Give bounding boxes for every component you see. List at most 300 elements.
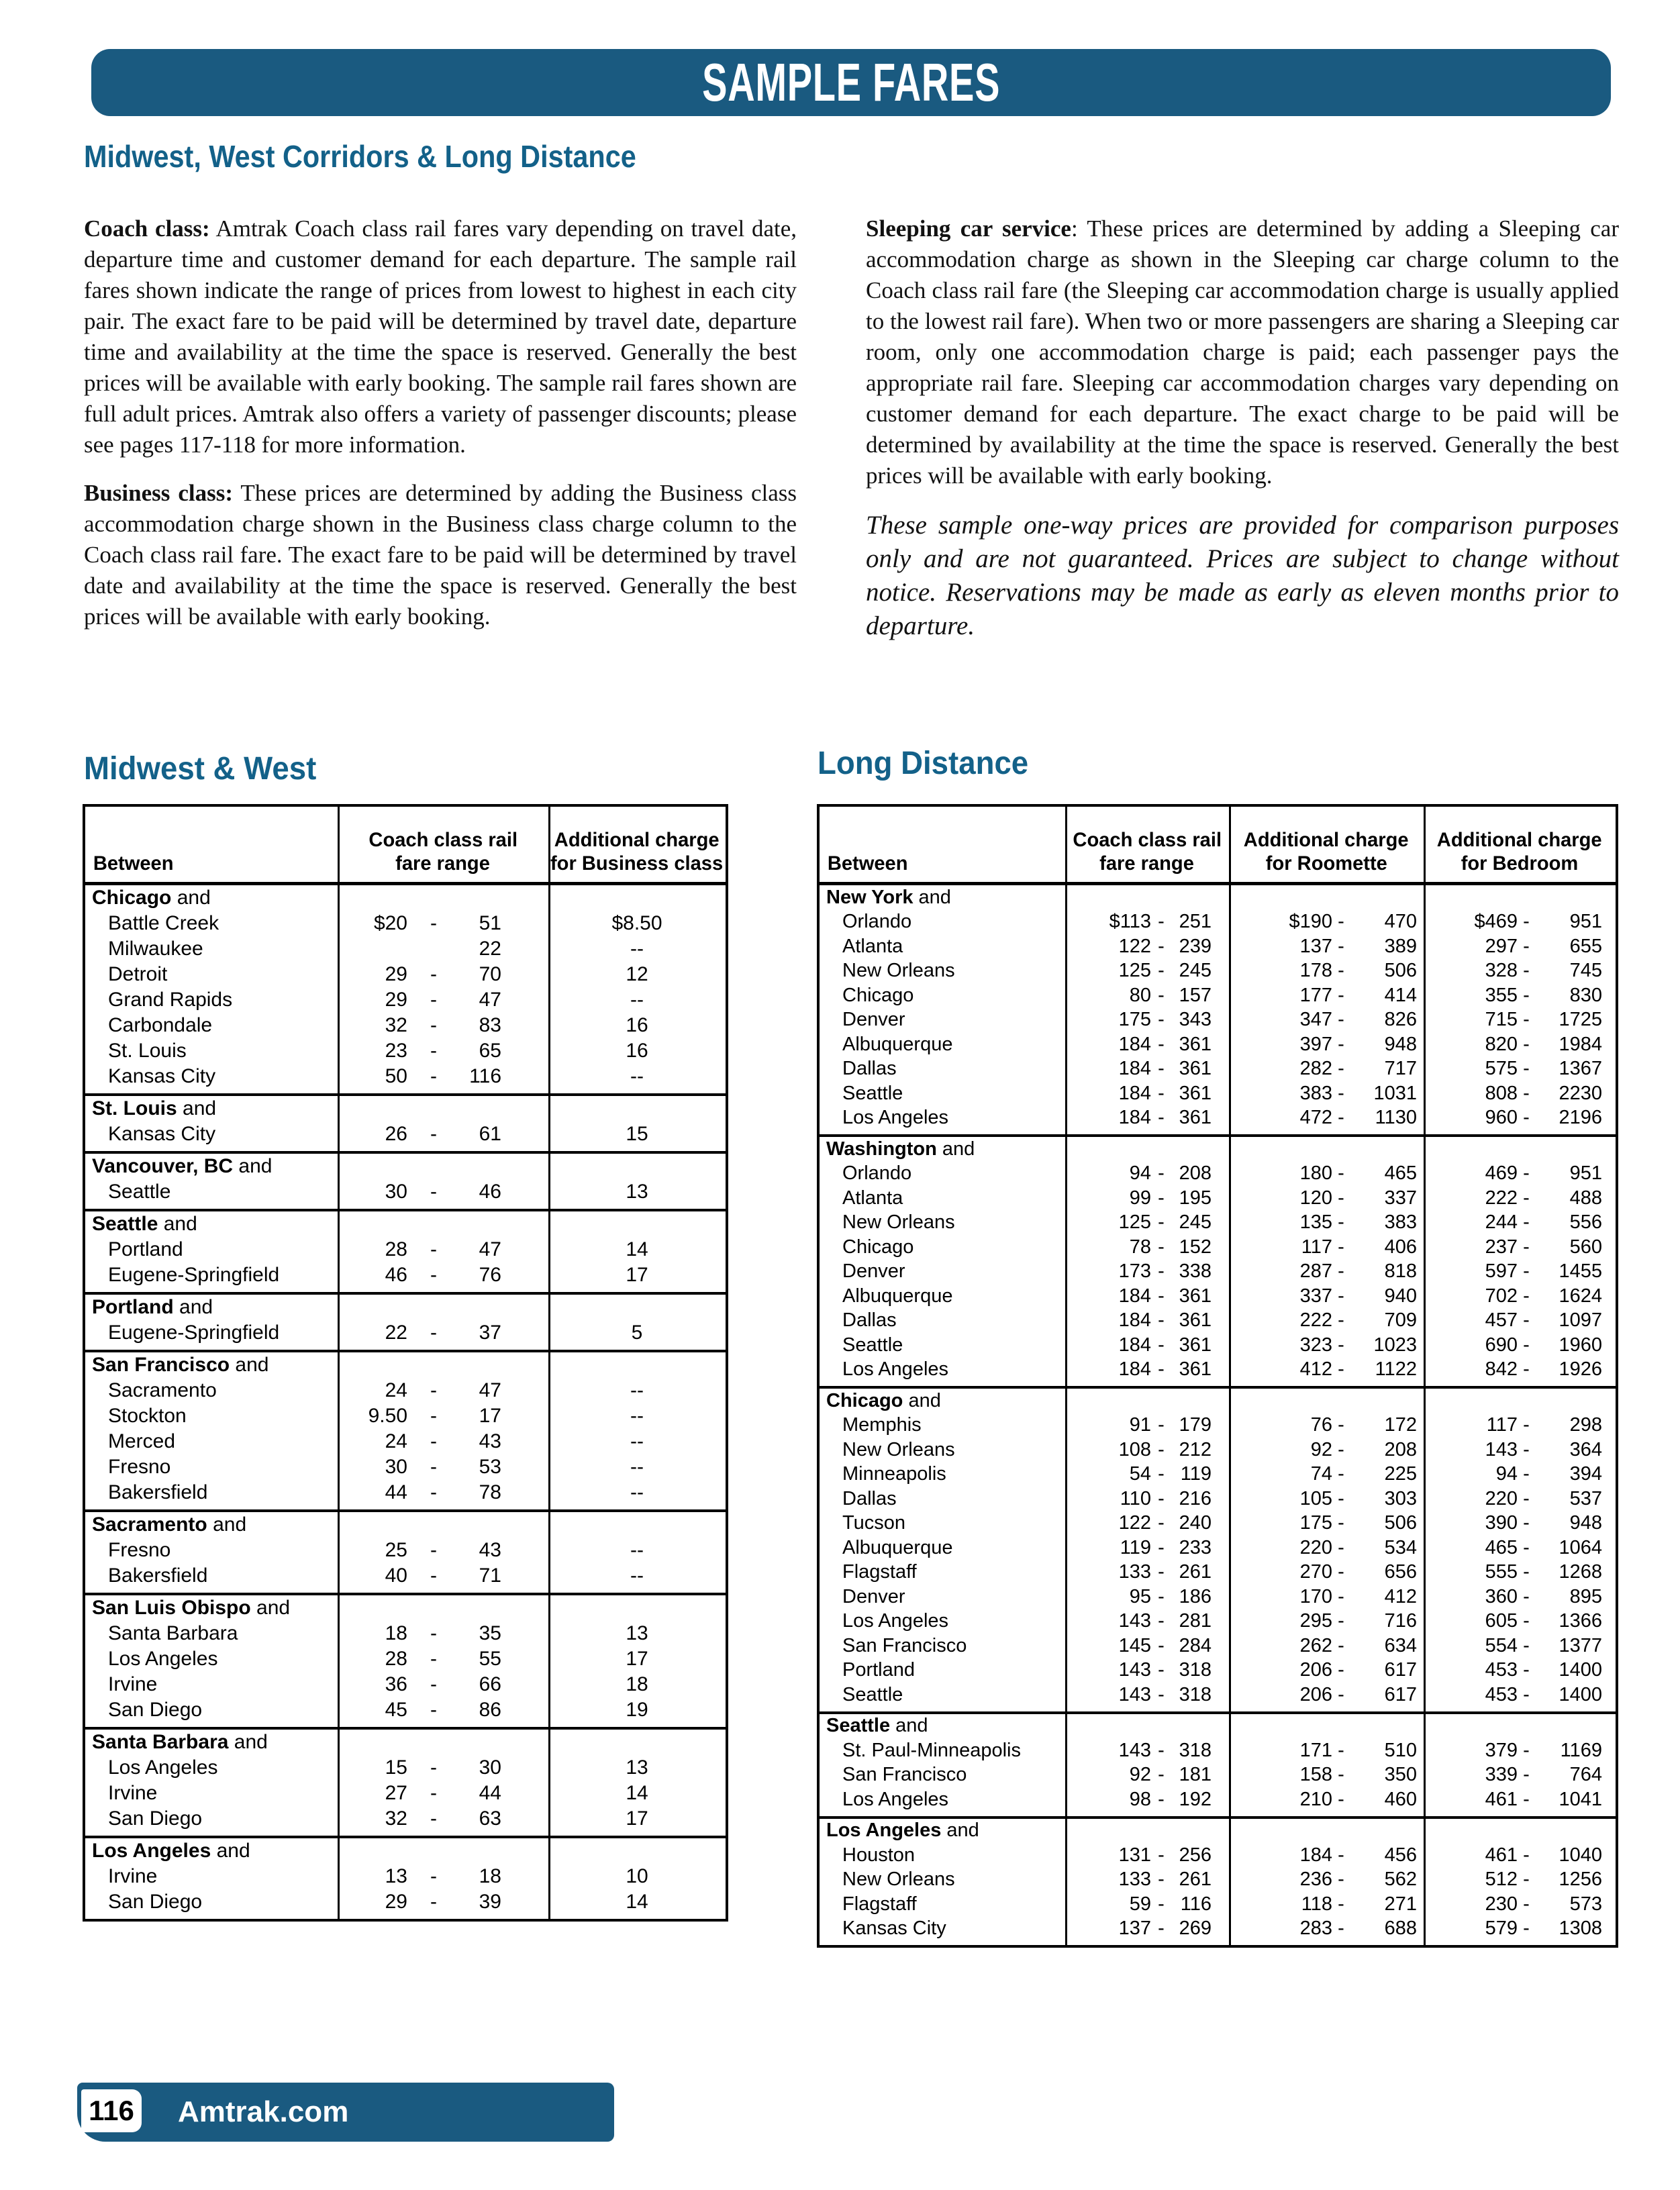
group-label-cell: New York and: [826, 886, 951, 908]
fare-range-cell: [1065, 1439, 1229, 1461]
table-row: [85, 1064, 726, 1089]
fare-dash: -: [1158, 1918, 1165, 1940]
header-cell: [1229, 807, 1424, 882]
coach-class-paragraph: [84, 213, 797, 460]
fare-min: 178: [1299, 960, 1332, 982]
fare-min: 24: [385, 1430, 407, 1452]
fare-range-cell: [1424, 1309, 1616, 1332]
city-cell: Memphis: [842, 1414, 922, 1436]
fare-max: 1040: [1559, 1844, 1602, 1866]
fare-range-cell: [1424, 1334, 1616, 1356]
fare-max: 394: [1569, 1463, 1602, 1485]
fare-dash: -: [1338, 1683, 1344, 1705]
fare-dash: -: [1523, 1285, 1530, 1307]
fare-range-cell: [338, 1040, 548, 1062]
fare-min: 117: [1301, 1236, 1332, 1258]
city-cell: Los Angeles: [842, 1610, 949, 1632]
fare-max: 1725: [1559, 1009, 1602, 1031]
fare-range-cell: [1065, 1488, 1229, 1510]
fare-range-cell: [1424, 1439, 1616, 1461]
fare-min: 222: [1299, 1309, 1332, 1332]
sleeping-car-label: Sleeping car service: [866, 215, 1071, 242]
fare-dash: -: [1338, 1918, 1344, 1940]
fare-range-cell: [1424, 1610, 1616, 1632]
fare-dash: -: [1523, 1438, 1530, 1460]
table-row: [820, 1609, 1616, 1634]
fare-min: 469: [1485, 1162, 1518, 1185]
fare-dash: -: [430, 1264, 437, 1286]
city-cell: Dallas: [842, 1058, 897, 1080]
fare-range-cell: [1229, 1512, 1424, 1534]
fare-dash: -: [1158, 1211, 1165, 1234]
fare-min: $20: [373, 912, 407, 934]
fare-max: 1400: [1559, 1683, 1602, 1705]
fare-max: 350: [1384, 1764, 1417, 1786]
fare-dash: -: [1158, 1844, 1165, 1866]
table-row: [85, 1563, 726, 1589]
city-cell: Portland: [108, 1238, 183, 1260]
fare-range-cell: [1229, 1684, 1424, 1706]
fare-max: 261: [1179, 1561, 1212, 1583]
fare-min: 28: [385, 1238, 407, 1260]
fare-max: 240: [1179, 1512, 1212, 1534]
table-row: [85, 1864, 726, 1889]
fare-max: 1926: [1559, 1358, 1602, 1381]
group-city-name: Los Angeles: [826, 1820, 942, 1842]
fare-dash: -: [1158, 911, 1165, 933]
fare-min: 230: [1485, 1893, 1518, 1915]
fare-dash: -: [430, 912, 437, 934]
fare-dash: -: [1523, 1107, 1530, 1129]
fare-min: 32: [385, 1807, 407, 1830]
fare-max: 361: [1179, 1309, 1212, 1332]
fare-range-cell: [1065, 985, 1229, 1007]
business-charge-cell: 16: [626, 1040, 648, 1062]
fare-min: 29: [385, 1891, 407, 1913]
fare-dash: -: [1158, 984, 1165, 1006]
table-row: [820, 1106, 1616, 1131]
city-cell: Fresno: [108, 1539, 171, 1561]
fare-min: 18: [385, 1622, 407, 1644]
fare-range-cell: [1229, 1586, 1424, 1608]
header-line: for Business class: [550, 852, 724, 875]
fare-max: 1097: [1559, 1309, 1602, 1332]
header-line: Additional charge: [554, 829, 720, 851]
fare-max: 245: [1179, 1211, 1212, 1234]
fare-max: 245: [1179, 960, 1212, 982]
city-cell: San Francisco: [842, 1764, 967, 1786]
fare-min: 98: [1129, 1788, 1151, 1810]
amtrak-site-label: Amtrak.com: [178, 2095, 349, 2128]
group-city-name: Chicago: [826, 1389, 903, 1411]
fare-dash: -: [1338, 1082, 1344, 1104]
fare-max: 70: [479, 963, 501, 985]
business-charge-cell: --: [630, 1379, 644, 1401]
fare-min: 283: [1299, 1918, 1332, 1940]
fare-range-cell: [1065, 1358, 1229, 1381]
fare-max: 269: [1179, 1918, 1212, 1940]
fare-min: 715: [1485, 1009, 1518, 1031]
column-divider: [1424, 807, 1426, 1945]
fare-range-cell: [338, 1322, 548, 1344]
fare-dash: -: [430, 1181, 437, 1203]
fare-min: 177: [1299, 984, 1332, 1006]
fare-max: 152: [1179, 1236, 1212, 1258]
fare-range-cell: [338, 1456, 548, 1479]
fare-range-cell: [1424, 1586, 1616, 1608]
fare-range-cell: [1229, 960, 1424, 982]
fare-min: 184: [1118, 1058, 1151, 1080]
fare-min: 512: [1485, 1869, 1518, 1891]
fare-min: 960: [1485, 1107, 1518, 1129]
table-row: [820, 1487, 1616, 1511]
fare-max: 560: [1569, 1236, 1602, 1258]
city-group: [820, 1711, 1616, 1816]
fare-max: 233: [1179, 1536, 1212, 1558]
table-row: [85, 1403, 726, 1429]
group-label-cell: San Luis Obispo and: [92, 1597, 291, 1619]
fare-dash: -: [1158, 1187, 1165, 1209]
fare-range-cell: [1424, 1463, 1616, 1485]
group-label-row: [85, 1730, 726, 1755]
header-line: Between: [93, 852, 174, 875]
fare-max: 709: [1384, 1309, 1417, 1332]
table-row: [85, 1697, 726, 1723]
fare-dash: -: [430, 1322, 437, 1344]
fare-max: 195: [1179, 1187, 1212, 1209]
business-charge-cell: 12: [626, 963, 648, 985]
fare-dash: -: [1338, 1893, 1344, 1915]
fare-dash: -: [1523, 1585, 1530, 1607]
fare-dash: -: [1158, 1107, 1165, 1129]
fare-dash: -: [1523, 1788, 1530, 1810]
fare-dash: -: [1523, 1739, 1530, 1761]
fare-dash: -: [1158, 1463, 1165, 1485]
fare-min: $469: [1474, 911, 1518, 933]
fare-max: 76: [479, 1264, 501, 1286]
fare-range-cell: [1065, 936, 1229, 958]
group-label-row: [85, 1295, 726, 1320]
fare-max: 948: [1569, 1512, 1602, 1534]
city-cell: San Diego: [108, 1891, 203, 1913]
fare-range-cell: [338, 1264, 548, 1287]
fare-range-cell: [1229, 1414, 1424, 1436]
fare-min: 236: [1299, 1869, 1332, 1891]
city-cell: New Orleans: [842, 1869, 955, 1891]
fare-dash: -: [1523, 1844, 1530, 1866]
fare-dash: -: [1338, 960, 1344, 982]
table-row: [820, 1511, 1616, 1536]
fare-range-cell: [1424, 1844, 1616, 1867]
fare-min: 143: [1118, 1610, 1151, 1632]
fare-max: 534: [1384, 1536, 1417, 1558]
fare-dash: -: [1338, 1009, 1344, 1031]
fare-dash: -: [430, 1065, 437, 1087]
fare-min: 175: [1118, 1009, 1151, 1031]
fare-range-cell: [1065, 1334, 1229, 1356]
fare-max: 1130: [1375, 1107, 1417, 1129]
fare-range-cell: [338, 912, 548, 935]
city-cell: Fresno: [108, 1456, 171, 1478]
fare-dash: -: [1338, 1162, 1344, 1185]
fare-range-cell: [1065, 1844, 1229, 1867]
fare-range-cell: [1065, 1211, 1229, 1234]
header-line: Additional charge: [1437, 829, 1602, 851]
fare-dash: -: [1523, 1893, 1530, 1915]
fare-min: 118: [1301, 1893, 1332, 1915]
fare-max: 157: [1179, 984, 1212, 1006]
city-cell: San Diego: [108, 1699, 203, 1721]
city-cell: Dallas: [842, 1309, 897, 1332]
fare-min: 222: [1485, 1187, 1518, 1209]
fare-min: 270: [1299, 1561, 1332, 1583]
fare-range-cell: [1424, 1684, 1616, 1706]
fare-range-cell: [1229, 1439, 1424, 1461]
fare-dash: -: [1338, 1187, 1344, 1209]
fare-dash: -: [430, 989, 437, 1011]
fare-range-cell: [1065, 960, 1229, 982]
sleeping-car-paragraph: [866, 213, 1619, 491]
fare-dash: -: [1523, 1536, 1530, 1558]
table-row: [85, 1806, 726, 1832]
business-charge-cell: 13: [626, 1622, 648, 1644]
fare-range-cell: [1065, 1869, 1229, 1891]
fare-max: 456: [1384, 1844, 1417, 1866]
fare-min: 99: [1129, 1187, 1151, 1209]
fare-min: 125: [1118, 1211, 1151, 1234]
page-number-badge: 116: [81, 2089, 142, 2132]
group-label-cell: Vancouver, BC and: [92, 1155, 273, 1177]
fare-min: 24: [385, 1379, 407, 1401]
group-city-name: Chicago: [92, 887, 172, 909]
fare-dash: -: [1158, 1585, 1165, 1607]
fare-max: 18: [479, 1865, 501, 1887]
fare-dash: -: [1338, 1438, 1344, 1460]
table-row: [820, 1560, 1616, 1585]
fare-min: 339: [1485, 1764, 1518, 1786]
header-line: for Roomette: [1265, 852, 1387, 875]
fare-range-cell: [338, 1238, 548, 1261]
fare-range-cell: [1229, 1187, 1424, 1209]
group-label-cell: Santa Barbara and: [92, 1731, 268, 1753]
fare-range-cell: [338, 1123, 548, 1146]
city-cell: Flagstaff: [842, 1893, 917, 1915]
fare-min: 94: [1129, 1162, 1151, 1185]
fare-min: 110: [1120, 1487, 1151, 1509]
business-charge-cell: --: [630, 1405, 644, 1427]
fare-dash: -: [1338, 1764, 1344, 1786]
header-cell: [85, 807, 338, 882]
table-row: [85, 1454, 726, 1480]
city-cell: St. Louis: [108, 1040, 187, 1062]
fare-max: 1122: [1375, 1358, 1417, 1381]
city-cell: Carbondale: [108, 1014, 213, 1036]
fare-range-cell: [1065, 1918, 1229, 1940]
coach-class-text: Amtrak Coach class rail fares vary depending on travel date, departure time and customer demand for each departure. The sample rail fares shown indicate the range of prices from lowest to highest in each city pair. The exact fare to be paid will be determined by travel date, departure time and availability at the time the space is reserved. Generally the best prices will be available with early booking. The sample rail fares shown are full adult prices. Amtrak also offers a variety of passenger discounts; please see pages 117-118 for more information.: [84, 215, 797, 458]
fare-min: 105: [1299, 1487, 1332, 1509]
fare-range-cell: [1229, 1659, 1424, 1681]
fare-min: 347: [1299, 1009, 1332, 1031]
fare-range-cell: [1424, 1512, 1616, 1534]
table-row: [820, 1309, 1616, 1334]
fare-max: 44: [479, 1782, 501, 1804]
fare-dash: -: [1158, 960, 1165, 982]
fare-range-cell: [1065, 1789, 1229, 1811]
fare-max: 30: [479, 1756, 501, 1779]
fare-min: 94: [1495, 1463, 1518, 1485]
fare-min: 92: [1129, 1764, 1151, 1786]
group-city-name: Sacramento: [92, 1513, 207, 1536]
fare-dash: -: [1523, 911, 1530, 933]
fare-max: 261: [1179, 1869, 1212, 1891]
fare-min: 690: [1485, 1334, 1518, 1356]
fare-max: 43: [479, 1539, 501, 1561]
fare-max: 951: [1569, 1162, 1602, 1185]
fare-dash: -: [430, 1622, 437, 1644]
fare-dash: -: [430, 1564, 437, 1587]
city-group: [820, 1386, 1616, 1711]
fare-max: 338: [1179, 1260, 1212, 1283]
header-line: Between: [827, 852, 908, 875]
city-cell: Santa Barbara: [108, 1622, 238, 1644]
fare-max: 63: [479, 1807, 501, 1830]
fare-max: 53: [479, 1456, 501, 1478]
fare-min: 237: [1485, 1236, 1518, 1258]
fare-min: 554: [1485, 1634, 1518, 1656]
group-label-row: [85, 1838, 726, 1864]
fare-max: 361: [1179, 1107, 1212, 1129]
fare-min: 171: [1299, 1739, 1332, 1761]
fare-max: 61: [479, 1123, 501, 1145]
fare-max: 22: [479, 938, 501, 960]
fare-min: 579: [1485, 1918, 1518, 1940]
fare-dash: -: [1158, 1082, 1165, 1104]
fare-range-cell: [1424, 1187, 1616, 1209]
table-row: [85, 1538, 726, 1563]
fare-max: 634: [1384, 1634, 1417, 1656]
fare-min: 131: [1118, 1844, 1151, 1866]
fare-max: 617: [1384, 1683, 1417, 1705]
fare-max: 383: [1384, 1211, 1417, 1234]
fare-min: 80: [1129, 984, 1151, 1006]
fare-min: 91: [1129, 1414, 1151, 1436]
fare-range-cell: [338, 1699, 548, 1722]
table-row: [820, 1462, 1616, 1487]
fare-range-cell: [1229, 1635, 1424, 1657]
header-cell: [820, 807, 1065, 882]
fare-dash: -: [1338, 1334, 1344, 1356]
fare-min: 379: [1485, 1739, 1518, 1761]
fare-max: 71: [479, 1564, 501, 1587]
fare-dash: -: [1338, 1236, 1344, 1258]
city-cell: Flagstaff: [842, 1561, 917, 1583]
fare-max: 192: [1179, 1788, 1212, 1810]
fare-range-cell: [1229, 1083, 1424, 1105]
fare-max: 186: [1179, 1585, 1212, 1607]
fare-max: 1041: [1559, 1788, 1602, 1810]
group-label-cell: Los Angeles and: [826, 1820, 979, 1842]
city-cell: New Orleans: [842, 960, 955, 982]
fare-max: 361: [1179, 1285, 1212, 1307]
fare-range-cell: [1424, 1260, 1616, 1283]
fare-max: 1256: [1559, 1869, 1602, 1891]
table-row: [820, 1763, 1616, 1788]
fare-dash: -: [1158, 1009, 1165, 1031]
fare-max: 212: [1179, 1438, 1212, 1460]
city-cell: Kansas City: [108, 1065, 216, 1087]
business-charge-cell: 17: [626, 1807, 648, 1830]
fare-min: $113: [1109, 911, 1151, 933]
city-group: [85, 1350, 726, 1509]
city-group: [820, 1134, 1616, 1386]
business-charge-cell: 18: [626, 1673, 648, 1695]
fare-min: 383: [1299, 1082, 1332, 1104]
fare-min: 30: [385, 1181, 407, 1203]
group-city-name: Los Angeles: [92, 1840, 211, 1862]
long-distance-table-title: Long Distance: [818, 746, 1029, 781]
fare-dash: -: [1338, 1659, 1344, 1681]
fare-range-cell: [1229, 1107, 1424, 1129]
table-row: [820, 1917, 1616, 1942]
fare-min: 184: [1118, 1309, 1151, 1332]
fare-max: 1377: [1559, 1634, 1602, 1656]
fare-range-cell: [1229, 1358, 1424, 1381]
fare-min: 120: [1299, 1187, 1332, 1209]
city-cell: Los Angeles: [108, 1648, 218, 1670]
table-row: [820, 1683, 1616, 1707]
fare-min: 36: [385, 1673, 407, 1695]
table-row: [85, 1038, 726, 1064]
fare-min: 26: [385, 1123, 407, 1145]
fare-dash: -: [1523, 1309, 1530, 1332]
group-label-row: [820, 1819, 1616, 1844]
fare-range-cell: [338, 938, 548, 960]
fare-dash: -: [1338, 935, 1344, 957]
fare-max: 2230: [1559, 1082, 1602, 1104]
fare-min: 143: [1485, 1438, 1518, 1460]
fare-dash: -: [430, 963, 437, 985]
fare-range-cell: [1229, 985, 1424, 1007]
fare-min: 842: [1485, 1358, 1518, 1381]
fare-range-cell: [338, 1891, 548, 1913]
city-cell: Grand Rapids: [108, 989, 233, 1011]
right-text-column: [866, 213, 1619, 643]
table-row: [820, 1536, 1616, 1560]
fare-max: 35: [479, 1622, 501, 1644]
fare-dash: -: [1338, 1739, 1344, 1761]
group-label-row: [820, 885, 1616, 910]
fare-max: 948: [1384, 1033, 1417, 1055]
city-cell: Eugene-Springfield: [108, 1322, 280, 1344]
fare-max: 225: [1384, 1463, 1417, 1485]
city-cell: Sacramento: [108, 1379, 217, 1401]
fare-min: 465: [1485, 1536, 1518, 1558]
fare-min: 323: [1299, 1334, 1332, 1356]
fare-max: 470: [1384, 911, 1417, 933]
table-row: [820, 1868, 1616, 1893]
midwest-fares-table: [83, 804, 728, 1922]
table-row: [820, 1634, 1616, 1658]
fare-dash: -: [430, 1456, 437, 1478]
table-row: [820, 1008, 1616, 1033]
fare-dash: -: [1338, 1033, 1344, 1055]
fare-dash: -: [1338, 1610, 1344, 1632]
fare-max: 1031: [1373, 1082, 1417, 1104]
fare-dash: -: [1158, 1536, 1165, 1558]
fare-range-cell: [1424, 1537, 1616, 1559]
table-row: [85, 1781, 726, 1806]
city-cell: Orlando: [842, 1162, 912, 1185]
